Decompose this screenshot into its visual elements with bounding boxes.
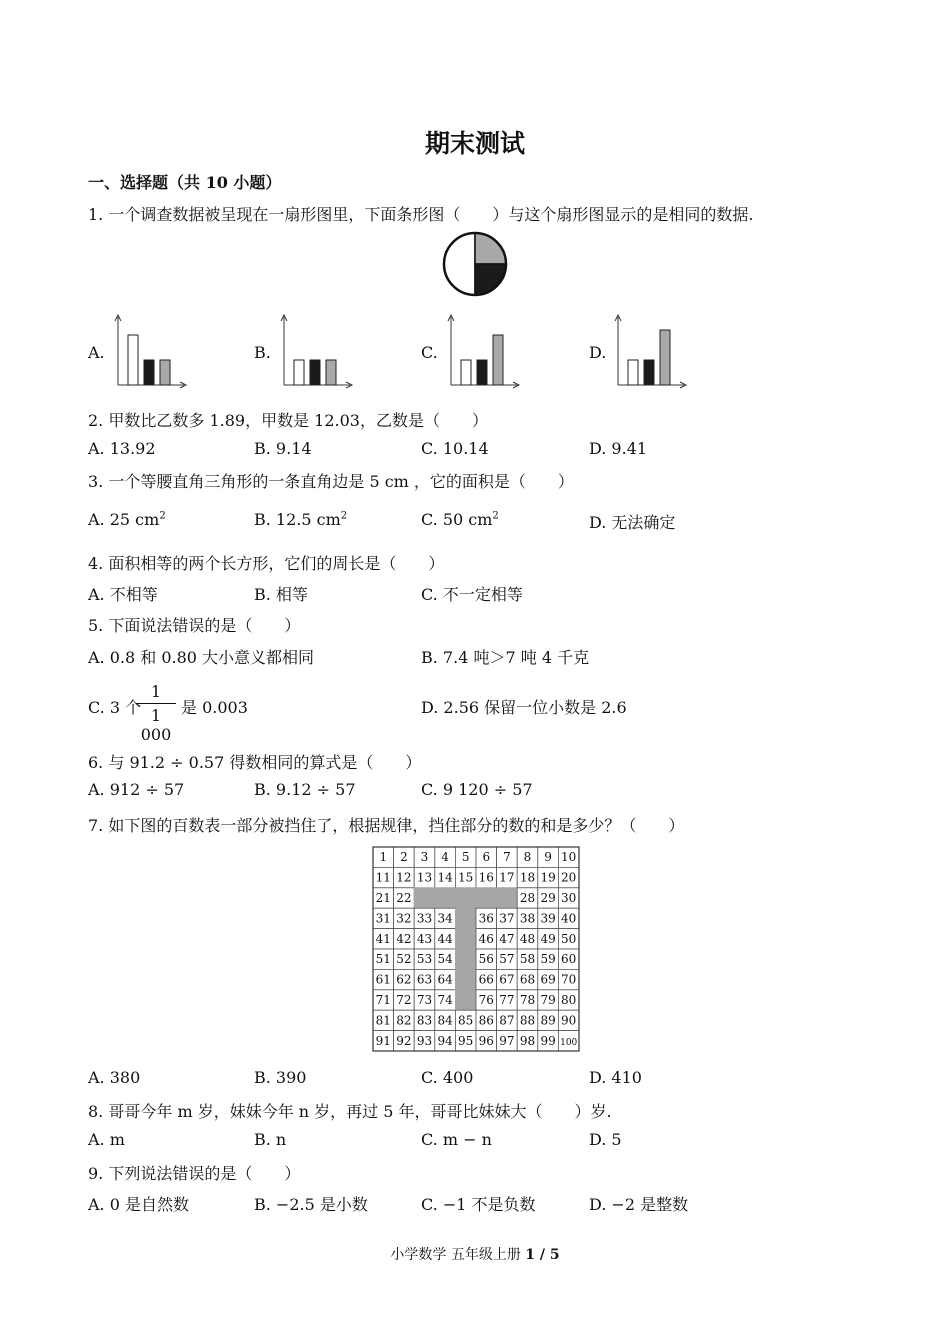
grid-number: 41	[375, 931, 391, 946]
grid-number: 7	[503, 850, 511, 865]
grid-number: 18	[519, 870, 536, 885]
grid-number: 63	[416, 972, 433, 987]
q7-option-c[interactable]: C. 400	[421, 1068, 474, 1087]
grid-number: 20	[561, 870, 577, 885]
pie-chart	[441, 230, 509, 298]
grid-number: 86	[478, 1013, 494, 1028]
q2-option-a[interactable]: A. 13.92	[88, 439, 156, 458]
q6-option-c[interactable]: C. 9 120 ÷ 57	[421, 780, 533, 799]
hidden-cell	[455, 908, 476, 928]
grid-number: 73	[416, 993, 433, 1007]
question-6-stem: 6. 与 91.2 ÷ 0.57 得数相同的算式是（ ）	[88, 753, 422, 772]
grid-number: 96	[478, 1033, 494, 1048]
hidden-cell	[455, 990, 476, 1010]
grid-number: 40	[561, 911, 577, 926]
grid-number: 57	[499, 952, 515, 967]
bar-chart-a	[108, 313, 188, 389]
hidden-cell	[414, 888, 435, 908]
q5-option-d[interactable]: D. 2.56 保留一位小数是 2.6	[421, 698, 627, 717]
bar	[644, 360, 654, 385]
bar	[660, 330, 670, 385]
grid-number: 77	[499, 993, 515, 1007]
grid-number: 90	[561, 1013, 577, 1028]
question-7-stem: 7. 如下图的百数表一部分被挡住了，根据规律，挡住部分的数的和是多少？（ ）	[88, 816, 685, 835]
grid-number: 76	[478, 993, 494, 1007]
bar	[477, 360, 487, 385]
q3-option-a[interactable]: A. 25 $cm^2$	[88, 510, 166, 529]
q4-option-c[interactable]: C. 不一定相等	[421, 585, 523, 604]
question-5-stem: 5. 下面说法错误的是（ ）	[88, 616, 301, 635]
q2-option-b[interactable]: B. 9.14	[254, 439, 312, 458]
q3-option-d[interactable]: D. 无法确定	[589, 513, 676, 532]
page-number: 1 / 5	[525, 1247, 560, 1263]
grid-number: 82	[396, 1013, 412, 1028]
grid-number: 58	[519, 952, 536, 967]
hidden-cell	[497, 888, 518, 908]
grid-number: 12	[396, 870, 412, 885]
q5-option-c-fraction	[136, 682, 176, 744]
q9-option-b[interactable]: B. −2.5 是小数	[254, 1195, 368, 1214]
q8-option-c[interactable]: C. m − n	[421, 1130, 492, 1149]
hundred-table	[372, 846, 580, 1052]
grid-number: 36	[478, 911, 494, 926]
grid-number: 59	[540, 952, 556, 967]
grid-number: 37	[499, 911, 515, 926]
footer-text: 小学数学 五年级上册	[390, 1247, 521, 1263]
grid-number: 70	[561, 972, 577, 987]
hidden-cell	[476, 888, 497, 908]
q8-option-d[interactable]: D. 5	[589, 1130, 622, 1149]
bar	[294, 360, 304, 385]
grid-number: 92	[396, 1033, 412, 1048]
grid-number: 81	[375, 1013, 391, 1028]
grid-number: 48	[519, 931, 536, 946]
grid-number: 51	[375, 952, 391, 967]
grid-number: 13	[416, 870, 433, 885]
q5-option-c[interactable]: C. 3 个	[88, 698, 142, 717]
bar-chart-b	[274, 313, 354, 389]
q1-option-a-label[interactable]: A.	[88, 343, 105, 362]
grid-number: 4	[441, 850, 449, 865]
q3-option-b[interactable]: B. 12.5 $cm^2$	[254, 510, 348, 529]
grid-number: 72	[396, 993, 412, 1007]
grid-number: 71	[375, 993, 391, 1007]
grid-number: 14	[437, 870, 453, 885]
grid-number: 78	[519, 993, 536, 1007]
grid-number: 42	[396, 931, 412, 946]
grid-number: 39	[540, 911, 556, 926]
grid-number: 30	[561, 891, 577, 905]
grid-number: 95	[458, 1033, 474, 1048]
grid-number: 15	[458, 870, 474, 885]
question-2-stem: 2. 甲数比乙数多 1.89，甲数是 12.03，乙数是（ ）	[88, 411, 488, 430]
grid-number: 69	[540, 972, 556, 987]
q8-option-a[interactable]: A. m	[88, 1130, 125, 1149]
grid-number: 66	[478, 972, 494, 987]
q5-option-c-suffix: 是 0.003	[181, 698, 248, 717]
grid-number: 33	[416, 911, 433, 926]
fraction-numerator: 1	[150, 682, 162, 701]
grid-number: 31	[375, 911, 391, 926]
grid-number: 22	[396, 891, 412, 905]
q1-option-d-label[interactable]: D.	[589, 343, 607, 362]
question-3-stem: 3. 一个等腰直角三角形的一条直角边是 5 cm ，它的面积是（ ）	[88, 472, 574, 491]
grid-number: 46	[478, 931, 494, 946]
grid-number: 16	[478, 870, 494, 885]
grid-number: 9	[544, 850, 552, 865]
grid-number: 74	[437, 993, 453, 1007]
bar	[310, 360, 320, 385]
grid-number: 10	[561, 850, 577, 865]
grid-number: 64	[437, 972, 453, 987]
grid-number: 99	[540, 1033, 556, 1048]
grid-number: 32	[396, 911, 412, 926]
q1-option-c-label[interactable]: C.	[421, 343, 438, 362]
q2-option-c[interactable]: C. 10.14	[421, 439, 489, 458]
q7-option-b[interactable]: B. 390	[254, 1068, 307, 1087]
grid-number: 88	[519, 1013, 536, 1028]
grid-number: 83	[416, 1013, 433, 1028]
grid-number: 47	[499, 931, 515, 946]
grid-number: 17	[499, 870, 515, 885]
q7-option-a[interactable]: A. 380	[88, 1068, 141, 1087]
q8-option-b[interactable]: B. n	[254, 1130, 287, 1149]
grid-number: 79	[540, 993, 556, 1007]
grid-number: 1	[379, 850, 388, 865]
bar	[144, 360, 154, 385]
q6-option-a[interactable]: A. 912 ÷ 57	[88, 780, 185, 799]
grid-number: 21	[375, 891, 391, 905]
grid-number: 54	[437, 952, 453, 967]
page-title: 期末测试	[424, 129, 525, 158]
q4-option-b[interactable]: B. 相等	[254, 585, 308, 604]
bar	[160, 360, 170, 385]
bar	[128, 335, 138, 385]
grid-number: 52	[396, 952, 412, 967]
grid-number: 34	[437, 911, 453, 926]
grid-number: 44	[437, 931, 453, 946]
grid-number: 8	[523, 850, 532, 865]
q2-option-d[interactable]: D. 9.41	[589, 439, 648, 458]
grid-number: 5	[461, 850, 470, 865]
bar-chart-d	[608, 313, 688, 389]
grid-number: 56	[478, 952, 494, 967]
grid-number: 3	[420, 850, 429, 865]
page-footer	[0, 1244, 950, 1264]
grid-number: 62	[396, 972, 412, 987]
grid-number: 28	[519, 891, 536, 905]
grid-number: 97	[499, 1033, 515, 1048]
hidden-cell	[455, 929, 476, 949]
section-heading: 一、选择题（共 10 小题）	[88, 173, 282, 192]
grid-number: 29	[540, 891, 556, 905]
grid-number: 68	[519, 972, 536, 987]
grid-number: 49	[540, 931, 556, 946]
grid-number: 100	[560, 1037, 578, 1048]
grid-number: 91	[375, 1033, 391, 1048]
q3-option-c[interactable]: C. 50 $cm^2$	[421, 510, 499, 529]
grid-number: 67	[499, 972, 515, 987]
grid-number: 2	[400, 850, 408, 865]
q9-option-a[interactable]: A. 0 是自然数	[88, 1195, 189, 1214]
q5-option-b[interactable]: B. 7.4 吨＞7 吨 4 千克	[421, 648, 590, 667]
grid-number: 98	[519, 1033, 536, 1048]
grid-number: 11	[375, 870, 391, 885]
grid-number: 93	[416, 1033, 433, 1048]
q4-option-a[interactable]: A. 不相等	[88, 585, 158, 604]
q6-option-b[interactable]: B. 9.12 ÷ 57	[254, 780, 356, 799]
grid-number: 85	[458, 1013, 474, 1028]
q7-option-d[interactable]: D. 410	[589, 1068, 642, 1087]
grid-number: 60	[561, 952, 577, 967]
hidden-cell	[455, 969, 476, 989]
grid-number: 61	[375, 972, 391, 987]
pie-slice-white	[444, 233, 475, 295]
grid-number: 89	[540, 1013, 556, 1028]
fraction-denominator: 1 000	[140, 706, 172, 744]
grid-number: 94	[437, 1033, 453, 1048]
grid-number: 84	[437, 1013, 453, 1028]
bar	[628, 360, 638, 385]
grid-number: 6	[482, 850, 491, 865]
q9-option-d[interactable]: D. −2 是整数	[589, 1195, 689, 1214]
q1-option-b-label[interactable]: B.	[254, 343, 271, 362]
hidden-cell	[455, 888, 476, 908]
hidden-cell	[435, 888, 456, 908]
grid-number: 53	[416, 952, 433, 967]
question-1-stem: 1. 一个调查数据被呈现在一扇形图里，下面条形图（ ）与这个扇形图显示的是相同的数据.	[88, 205, 754, 224]
question-8-stem: 8. 哥哥今年 m 岁，妹妹今年 n 岁，再过 5 年，哥哥比妹妹大（ ）岁.	[88, 1102, 612, 1121]
bar	[461, 360, 471, 385]
bar-chart-c	[441, 313, 521, 389]
grid-number: 87	[499, 1013, 515, 1028]
grid-number: 43	[416, 931, 433, 946]
grid-number: 50	[561, 931, 577, 946]
q9-option-c[interactable]: C. −1 不是负数	[421, 1195, 536, 1214]
question-4-stem: 4. 面积相等的两个长方形，它们的周长是（ ）	[88, 554, 445, 573]
question-9-stem: 9. 下列说法错误的是（ ）	[88, 1164, 301, 1183]
grid-number: 19	[540, 870, 556, 885]
bar	[493, 335, 503, 385]
grid-number: 80	[561, 993, 577, 1007]
grid-number: 38	[519, 911, 536, 926]
hidden-cell	[455, 949, 476, 969]
fraction-bar	[136, 703, 176, 704]
q5-option-a[interactable]: A. 0.8 和 0.80 大小意义都相同	[88, 648, 315, 667]
bar	[326, 360, 336, 385]
